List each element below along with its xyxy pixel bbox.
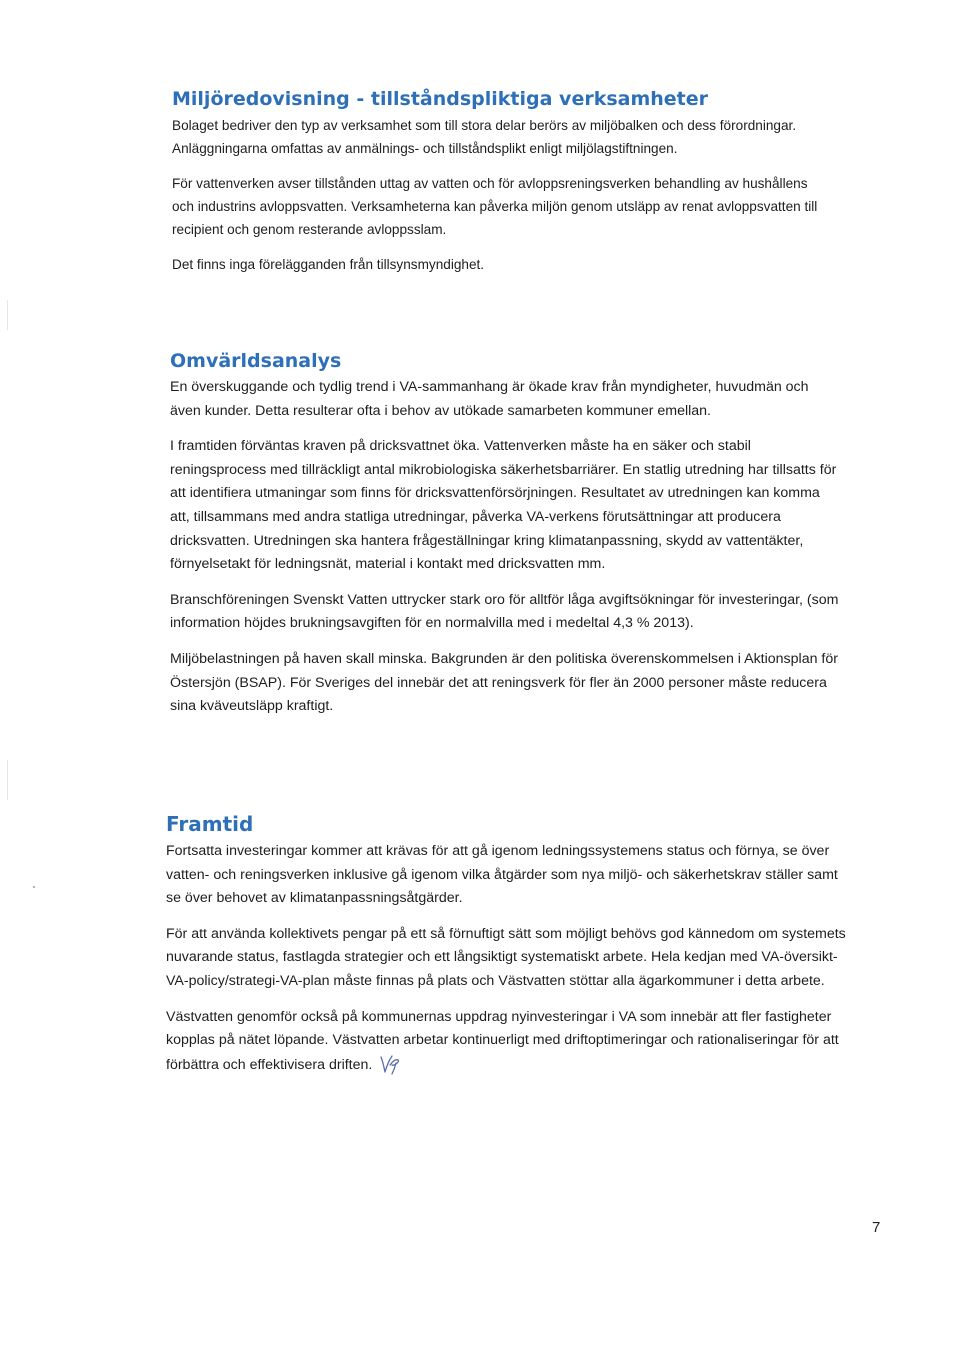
paragraph: För att använda kollektivets pengar på ett så förnuftigt sätt som möjligt behövs god kännedom om systemets nuvarande status, fastlagda strategier och ett långsiktigt systematiskt arbete. Hela kedjan med VA-översikt-VA-policy/strategi-VA-plan måste finnas på plats och Västvatten stöttar alla ägarkommuner i detta arbete.	[166, 925, 846, 989]
page-number: 7	[872, 1219, 881, 1236]
paragraph: Fortsatta investeringar kommer att krävas för att gå igenom ledningssystemens status och förnya, se över vatten- och reningsverken inklusive gå igenom vilka åtgärder som nya miljö- och säkerhetskrav ställer samt se över behovet av klimatanpassningsåtgärder.	[166, 843, 838, 907]
section-miljoredovisning	[172, 88, 832, 276]
paragraph: En överskuggande och tydlig trend i VA-sammanhang är ökade krav från myndigheter, huvudmän och även kunder. Detta resulterar ofta i behov av utökade samarbeten kommuner emellan.	[170, 379, 809, 419]
paragraph: Bolaget bedriver den typ av verksamhet som till stora delar berörs av miljöbalken och dess förordningar. Anläggningarna omfattas av anmälnings- och tillståndsplikt enligt miljölagstiftningen.	[172, 118, 797, 156]
section-framtid	[166, 812, 846, 1083]
paragraph: Det finns inga förelägganden från tillsynsmyndighet.	[172, 257, 485, 272]
paragraph: För vattenverken avser tillstånden uttag av vatten och för avloppsreningsverken behandling av hushållens och industrins avloppsvatten. Verksamheterna kan påverka miljön genom utsläpp av renat avloppsvatten till recipient och genom resterande avloppsslam.	[172, 176, 818, 237]
scan-edge-mark	[7, 760, 8, 800]
paragraph: Branschföreningen Svenskt Vatten uttrycker stark oro för alltför låga avgiftsökningar för investeringar, (som information höjdes brukningsavgiften för en normalvilla med i medeltal 4,3 % 2013).	[170, 591, 839, 632]
section-omvarldsanalys	[170, 350, 842, 719]
scan-speck	[33, 886, 35, 888]
section-heading: Miljöredovisning - tillståndspliktiga verksamheter	[172, 88, 709, 110]
paragraph	[166, 1006, 846, 1084]
paragraph-text: Västvatten genomför också på kommunernas uppdrag nyinvesteringar i VA som innebär att fler fastigheter kopplas på nätet löpande. Västvatten arbetar kontinuerligt med driftoptimeringar och rationaliseringar för att förbättra och effektivisera driften.	[166, 1008, 839, 1073]
section-heading: Omvärldsanalys	[170, 350, 342, 372]
section-heading: Framtid	[166, 812, 254, 836]
paragraph: I framtiden förväntas kraven på dricksvattnet öka. Vattenverken måste ha en säker och stabil reningsprocess med tillräckligt antal mikrobiologiska säkerhetsbarriärer. En statlig utredning har tillsatts för att identifiera utmaningar som finns för dricksvattenförsörjningen. Resultatet av utredningen kan komma att, tillsammans med andra statliga utredningar, påverka VA-verkens förutsättningar att producera dricksvatten. Utredningen ska hantera frågeställningar kring klimatanpassning, skydd av vattentäkter, förnyelsetakt för ledningsnät, material i kontakt med dricksvatten mm.	[170, 438, 837, 573]
paragraph: Miljöbelastningen på haven skall minska. Bakgrunden är den politiska överenskommelsen i Aktionsplan för Östersjön (BSAP). För Sveriges del innebär det att reningsverk för fler än 2000 personer måste reducera sina kväveutsläpp kraftigt.	[170, 650, 838, 715]
scan-edge-mark	[7, 300, 8, 330]
handwritten-initials	[378, 1053, 404, 1084]
